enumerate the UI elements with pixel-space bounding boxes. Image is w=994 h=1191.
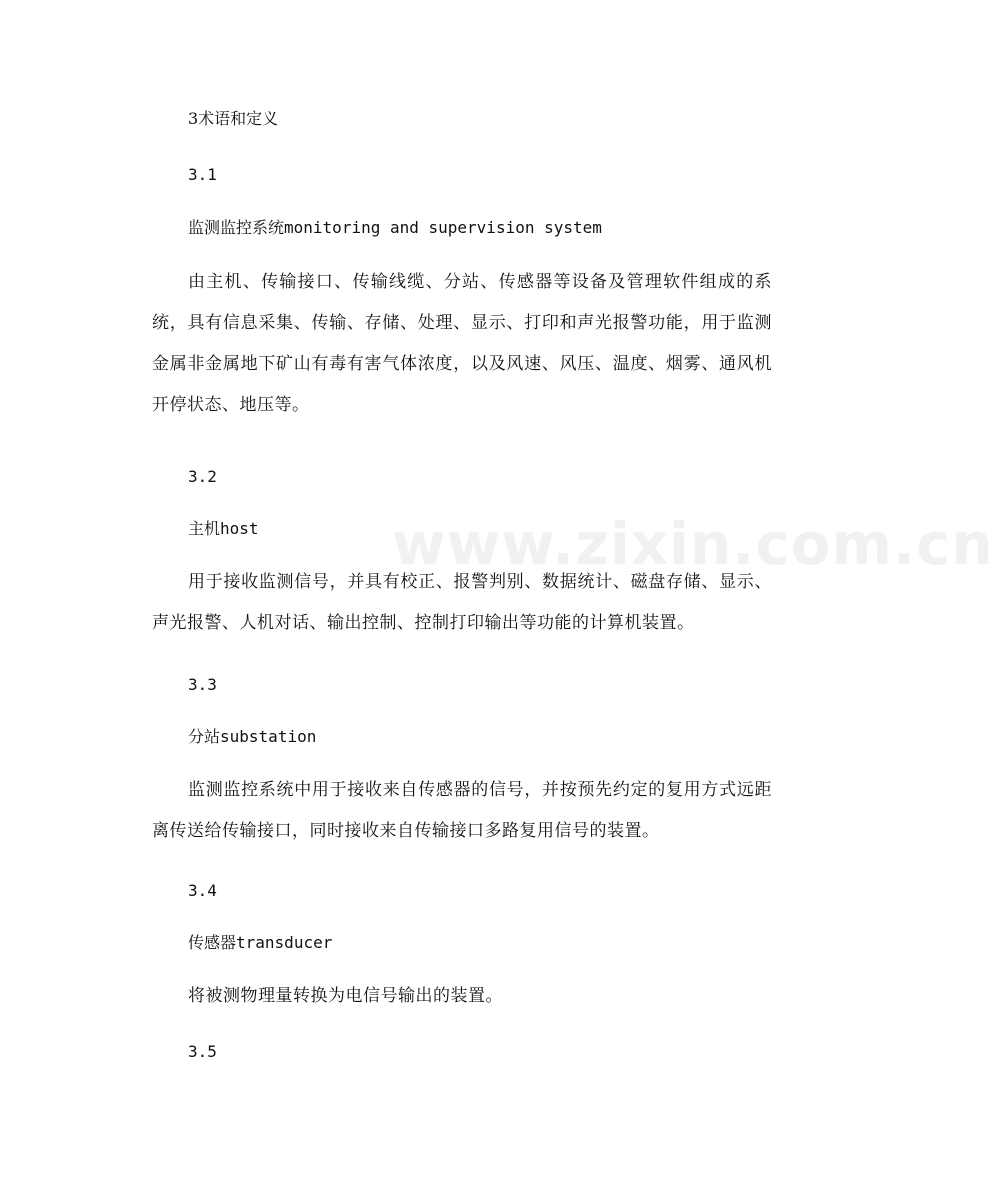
term-number: 3.1 [188,165,217,184]
term-number: 3.2 [188,467,217,486]
term-title [188,932,332,954]
term-number: 3.3 [188,675,217,694]
term-definition: 将被测物理量转换为电信号输出的装置。 [188,986,503,1006]
term-title-cn: 分站 [188,727,221,746]
term-title-cn: 监测监控系统 [188,218,285,237]
term-title-en: host [220,519,259,538]
term-number: 3.5 [188,1042,217,1061]
term-title [188,217,602,239]
term-title [188,726,316,748]
term-title-en: monitoring and supervision system [284,218,602,237]
watermark: www.zixin.com.cn [392,510,994,578]
section-heading: 3术语和定义 [188,109,279,128]
term-title-en: substation [220,727,317,746]
term-definition: 监测监控系统中用于接收来自传感器的信号，并按预先约定的复用方式远距离传送给传输接口，同时接收来自传输接口多路复用信号的装置。 [152,780,772,841]
term-definition: 由主机、传输接口、传输线缆、分站、传感器等设备及管理软件组成的系统，具有信息采集、传输、存储、处理、显示、打印和声光报警功能，用于监测金属非金属地下矿山有毒有害气体浓度，以及风速、风压、温度、烟雾、通风机开停状态、地压等。 [152,272,772,415]
term-number: 3.4 [188,881,217,900]
term-definition: 用于接收监测信号，并具有校正、报警判别、数据统计、磁盘存储、显示、声光报警、人机对话、输出控制、控制打印输出等功能的计算机装置。 [152,572,772,633]
term-title-en: transducer [236,933,333,952]
term-title [188,518,259,540]
term-title-cn: 传感器 [188,933,237,952]
term-title-cn: 主机 [188,519,221,538]
